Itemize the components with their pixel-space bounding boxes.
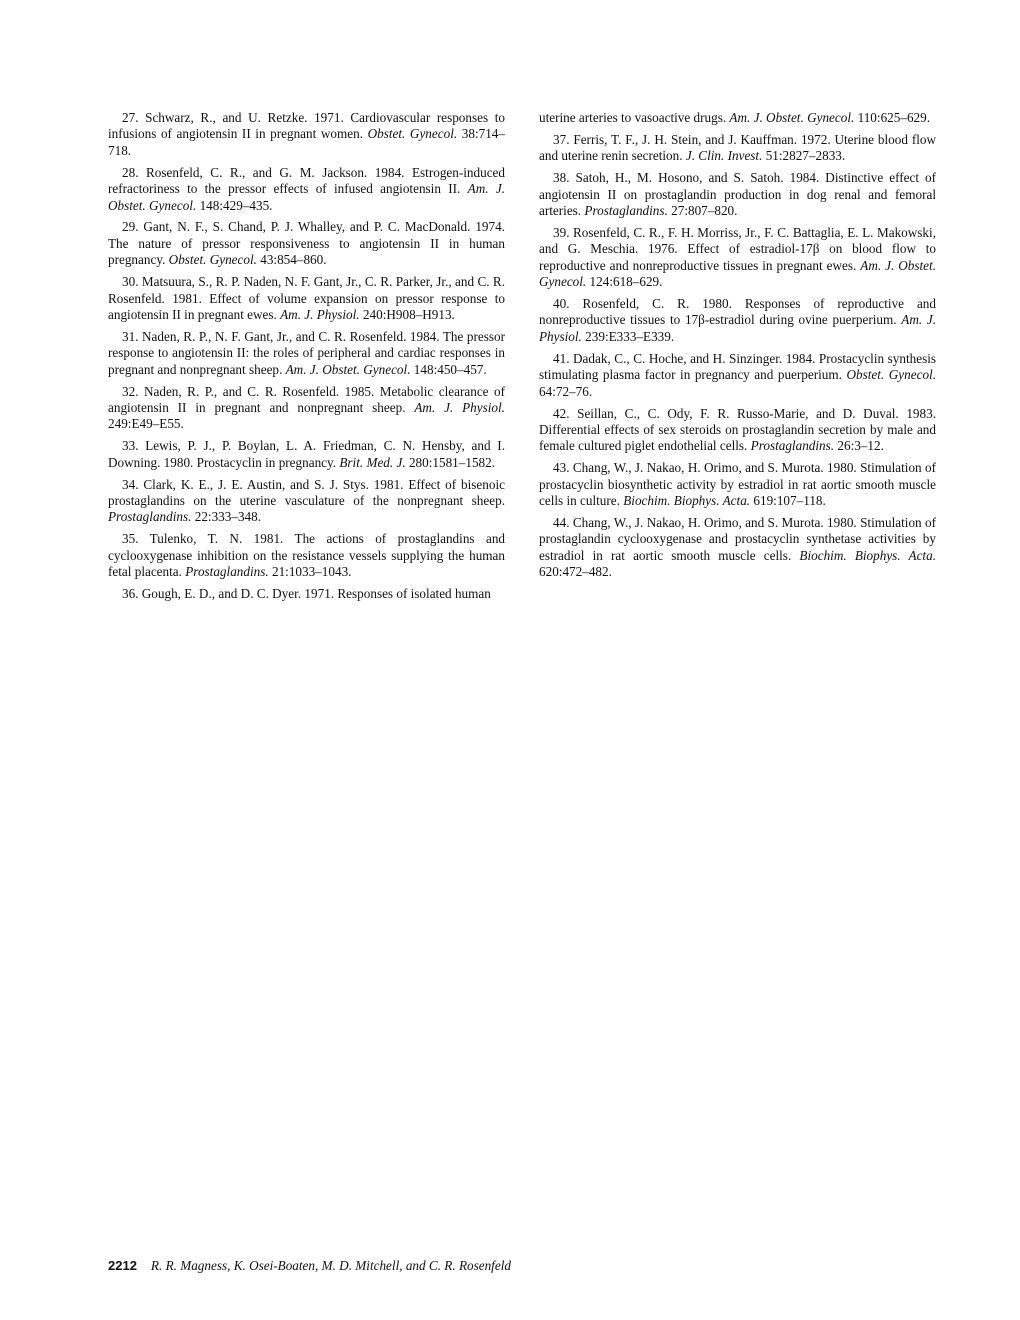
- reference-text: Gant, N. F., S. Chand, P. J. Whalley, and P. C. MacDonald. 1974. The nature of pressor responsiveness to angiotensin II in human pregnancy.: [108, 219, 505, 268]
- reference-text: Naden, R. P., and C. R. Rosenfeld. 1985. Metabolic clearance of angiotensin II in pregnant and nonpregnant sheep.: [108, 383, 505, 415]
- reference-citation: 22:333–348.: [191, 509, 262, 525]
- reference-citation: 148:429–435.: [196, 197, 273, 213]
- reference-text: Tulenko, T. N. 1981. The actions of prostaglandins and cyclooxygenase inhibition on the resistance vessels supplying the human fetal placenta.: [108, 531, 506, 580]
- reference-item: [539, 132, 936, 165]
- reference-number: 42.: [553, 405, 570, 421]
- reference-item: [539, 225, 936, 291]
- reference-journal: Am. J. Obstet. Gynecol.: [539, 257, 936, 290]
- reference-citation: 27:807–820.: [667, 203, 738, 219]
- reference-item: [108, 586, 505, 602]
- reference-text: Rosenfeld, C. R., and G. M. Jackson. 1984. Estrogen-induced refractoriness to the pressor effects of infused angiotensin II.: [108, 164, 505, 197]
- reference-item: [539, 170, 936, 219]
- reference-citation: 239:E333–E339.: [581, 328, 675, 344]
- reference-citation: 620:472–482.: [539, 564, 612, 580]
- reference-journal: Am. J. Obstet. Gynecol.: [285, 361, 411, 377]
- reference-text: Gough, E. D., and D. C. Dyer. 1971. Responses of isolated human: [141, 586, 491, 602]
- reference-journal: Prostaglandins.: [750, 438, 835, 454]
- reference-number: 32.: [122, 383, 139, 399]
- reference-citation: 51:2827–2833.: [762, 148, 846, 164]
- reference-text: Satoh, H., M. Hosono, and S. Satoh. 1984. Distinctive effect of angiotensin II on prostaglandin production in dog renal and femoral arteries.: [539, 170, 937, 219]
- reference-journal: Am. J. Obstet. Gynecol.: [108, 181, 505, 213]
- reference-text: Rosenfeld, C. R. 1980. Responses of reproductive and nonreproductive tissues to 17β-estradiol during ovine puerperium.: [539, 296, 936, 328]
- reference-number: 28.: [122, 164, 139, 180]
- reference-text: Rosenfeld, C. R., F. H. Morriss, Jr., F. C. Battaglia, E. L. Makowski, and G. Meschia. 1976. Effect of estradiol-17β on blood flow to reproductive and nonreproductive tissues in pregnant ewes.: [539, 224, 936, 273]
- reference-citation: 240:H908–H913.: [359, 306, 455, 322]
- reference-item: [108, 329, 505, 378]
- reference-number: 37.: [553, 131, 570, 147]
- reference-citation: 38:714–718.: [108, 126, 505, 158]
- reference-item: [108, 531, 505, 580]
- reference-journal: Prostaglandins.: [108, 509, 192, 525]
- reference-text: Naden, R. P., N. F. Gant, Jr., and C. R. Rosenfeld. 1984. The pressor response to angiotensin II: the roles of peripheral and cardiac responses in pregnant and nonpregnant sheep.: [108, 328, 506, 377]
- reference-number: 27.: [122, 110, 139, 125]
- reference-journal: Biochim. Biophys. Acta.: [623, 493, 751, 509]
- reference-journal: Prostaglandins.: [185, 564, 269, 580]
- reference-number: 29.: [122, 219, 139, 235]
- reference-number: 41.: [553, 350, 570, 366]
- reference-continuation: uterine arteries to vasoactive drugs. Am. J. Obstet. Gynecol. 110:625–629.: [539, 110, 931, 125]
- reference-number: 31.: [122, 328, 139, 344]
- reference-text: Ferris, T. F., J. H. Stein, and J. Kauffman. 1972. Uterine blood flow and uterine renin secretion.: [539, 131, 936, 164]
- reference-citation: 249:E49–E55.: [108, 416, 184, 432]
- reference-column-left: [108, 110, 505, 608]
- reference-text: Chang, W., J. Nakao, H. Orimo, and S. Murota. 1980. Stimulation of prostacyclin biosynthetic activity by estradiol in rat aortic smooth muscle cells in culture.: [539, 460, 936, 509]
- reference-item: [108, 165, 505, 214]
- reference-text: Dadak, C., C. Hoche, and H. Sinzinger. 1984. Prostacyclin synthesis stimulating plasma factor in pregnancy and puerperium.: [539, 350, 937, 383]
- reference-text: Chang, W., J. Nakao, H. Orimo, and S. Murota. 1980. Stimulation of prostaglandin cyclooxygenase and prostacyclin synthetase activities by estradiol in rat aortic smooth muscle cells.: [539, 514, 936, 563]
- reference-journal: Brit. Med. J.: [339, 454, 406, 470]
- reference-number: 44.: [553, 514, 570, 530]
- reference-journal: Obstet. Gynecol.: [367, 126, 458, 142]
- reference-text: Matsuura, S., R. P. Naden, N. F. Gant, Jr., C. R. Parker, Jr., and C. R. Rosenfeld. 1981. Effect of volume expansion on pressor response to angiotensin II in pregnant ewes.: [108, 274, 506, 322]
- reference-citation: 43:854–860.: [256, 252, 327, 268]
- reference-number: 40.: [553, 296, 570, 312]
- reference-number: 43.: [553, 460, 570, 476]
- reference-text: Lewis, P. J., P. Boylan, L. A. Friedman, C. N. Hensby, and I. Downing. 1980. Prostacyclin in pregnancy.: [108, 438, 505, 470]
- reference-journal: J. Clin. Invest.: [685, 148, 763, 164]
- reference-item: [539, 515, 936, 581]
- reference-journal: Am. J. Physiol.: [280, 306, 360, 322]
- reference-number: 38.: [553, 170, 570, 186]
- reference-journal: Obstet. Gynecol.: [846, 367, 936, 383]
- reference-number: 35.: [122, 531, 139, 547]
- footer-authors: R. R. Magness, K. Osei-Boaten, M. D. Mitchell, and C. R. Rosenfeld: [150, 1258, 511, 1273]
- reference-number: 34.: [122, 476, 139, 492]
- reference-citation: 124:618–629.: [586, 274, 663, 290]
- reference-item: [108, 438, 505, 471]
- reference-item: [108, 110, 505, 159]
- reference-citation: 148:450–457.: [410, 361, 487, 377]
- reference-text: Seillan, C., C. Ody, F. R. Russo-Marie, and D. Duval. 1983. Differential effects of sex steroids on prostaglandin secretion by male and female cultured piglet endothelial cells.: [539, 405, 936, 454]
- reference-column-right: [539, 110, 936, 586]
- reference-citation: 64:72–76.: [539, 383, 593, 399]
- reference-item: [539, 351, 936, 400]
- reference-citation: 26:3–12.: [834, 438, 884, 454]
- reference-item: [108, 477, 505, 526]
- reference-number: 36.: [122, 586, 139, 602]
- reference-item: [539, 406, 936, 455]
- reference-number: 33.: [122, 438, 139, 454]
- reference-journal: Obstet. Gynecol.: [168, 252, 257, 268]
- reference-journal: Biochim. Biophys. Acta.: [799, 547, 936, 563]
- reference-item: [108, 219, 505, 268]
- page-number: 2212: [108, 1258, 137, 1273]
- reference-journal: Am. J. Physiol.: [414, 400, 505, 415]
- reference-item: [108, 274, 505, 323]
- reference-item: [539, 460, 936, 509]
- reference-item: [108, 384, 505, 433]
- reference-citation: 21:1033–1043.: [268, 564, 352, 580]
- reference-text: Schwarz, R., and U. Retzke. 1971. Cardiovascular responses to infusions of angiotensin II in pregnant women.: [108, 110, 505, 142]
- reference-journal: Am. J. Physiol.: [539, 312, 937, 344]
- page-footer: [108, 1258, 511, 1274]
- reference-number: 39.: [553, 224, 570, 240]
- reference-text: Clark, K. E., J. E. Austin, and S. J. Stys. 1981. Effect of bisenoic prostaglandins on the uterine vasculature of the nonpregnant sheep.: [108, 476, 505, 509]
- reference-number: 30.: [122, 274, 139, 290]
- reference-citation: 619:107–118.: [750, 493, 826, 509]
- reference-item: [539, 296, 936, 345]
- reference-citation: 280:1581–1582.: [405, 454, 496, 470]
- reference-journal: Prostaglandins.: [584, 203, 668, 219]
